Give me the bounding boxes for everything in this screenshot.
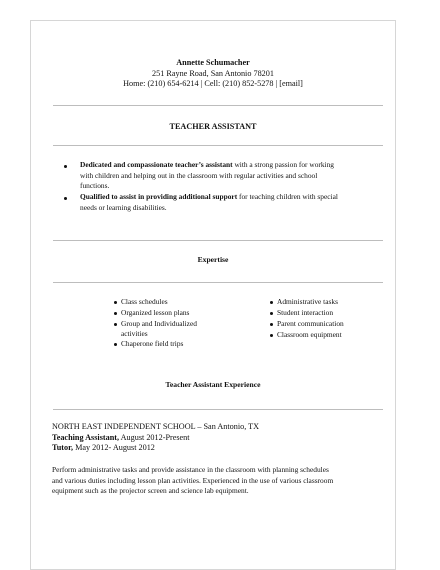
bullet-icon [114,343,117,346]
summary-text: with children and helping out in the classroom with regular activities and school [80,170,318,180]
expertise-item: Organized lesson plans [121,308,190,317]
bullet-icon [114,312,117,315]
expertise-item: Group and Individualized [121,319,197,328]
bullet-icon [64,197,67,200]
divider [53,409,383,410]
bullet-icon [270,334,273,337]
bullet-icon [114,301,117,304]
bullet-icon [270,301,273,304]
candidate-name: Annette Schumacher [176,58,250,67]
role-title: Teaching Assistant, [52,433,120,442]
divider [53,105,383,106]
summary-text: for teaching children with special [237,192,338,201]
role-line [52,442,155,453]
expertise-heading: Expertise [197,255,229,264]
summary-text: needs or learning disabilities. [80,202,167,212]
role-dates: May 2012- August 2012 [73,443,155,452]
expertise-item: Administrative tasks [277,297,338,306]
role-title: Tutor, [52,443,74,452]
expertise-item: Chaperone field trips [121,339,184,348]
resume-title: TEACHER ASSISTANT [169,122,257,131]
summary-lead: Qualified to assist in providing additional support [80,192,238,201]
experience-heading: Teacher Assistant Experience [165,380,261,389]
resume-page [30,20,396,570]
summary-lead: Dedicated and compassionate teacher’s assistant [80,160,233,169]
bullet-icon [114,323,117,326]
description-line: and various duties including lesson plan activities. Experienced in the use of various classroom [52,475,334,485]
summary-text: functions. [80,181,110,190]
expertise-item: Parent communication [277,319,344,328]
bullet-icon [270,323,273,326]
summary-item [80,160,380,192]
divider [53,282,383,283]
summary-item [80,192,380,213]
summary-text: with a strong passion for working [232,160,334,169]
employer: NORTH EAST INDEPENDENT SCHOOL – San Antonio, TX [52,422,260,431]
expertise-item: Classroom equipment [277,330,342,339]
bullet-icon [270,312,273,315]
expertise-item: Student interaction [277,308,334,317]
candidate-address: 251 Rayne Road, San Antonio 78201 [152,69,274,78]
experience-description [52,465,392,497]
description-line: equipment such as the projector screen and science lab equipment. [52,486,249,495]
divider [53,145,383,146]
role-dates: August 2012-Present [119,433,190,442]
description-line: Perform administrative tasks and provide assistance in the classroom with planning schedules [52,465,329,474]
divider [53,240,383,241]
expertise-item: Class schedules [121,297,168,306]
candidate-contact: Home: (210) 654-6214 | Cell: (210) 852-5278 | [email] [123,79,303,88]
bullet-icon [64,165,67,168]
expertise-item-wrap: activities [121,329,148,338]
